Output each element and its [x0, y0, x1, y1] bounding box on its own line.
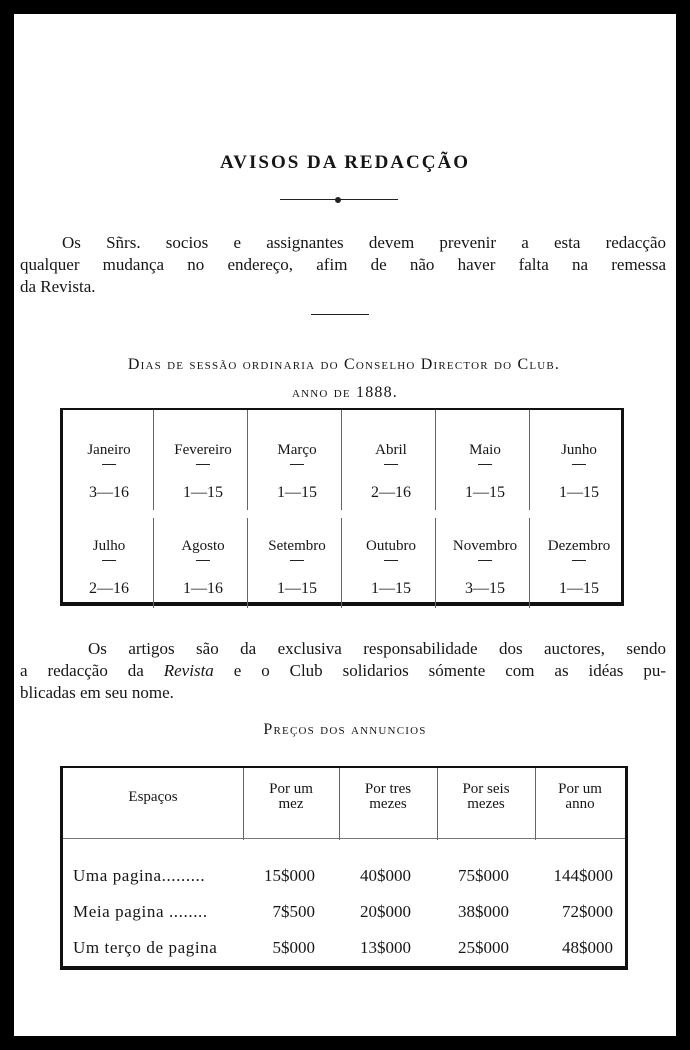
notice-line: da Revista. [20, 277, 96, 296]
price-month: 5$000 [272, 938, 315, 957]
divider-dot [335, 197, 341, 203]
table-row [63, 930, 625, 966]
price-six-months: 75$000 [458, 866, 509, 885]
responsibility-line: blicadas em seu nome. [20, 683, 174, 702]
month-dates: 2—16 [371, 484, 411, 501]
dash [384, 560, 398, 579]
header-three-months [339, 782, 437, 812]
month-name: Agosto [181, 538, 225, 554]
month-dates: 1—16 [183, 580, 223, 597]
month-name: Abril [375, 442, 407, 458]
dash [384, 464, 398, 483]
sessions-table [60, 408, 624, 606]
row-label: Um terço de pagina [73, 938, 218, 957]
header-year [535, 782, 625, 812]
price-three-months: 13$000 [360, 938, 411, 957]
month-dates: 1—15 [559, 580, 599, 597]
month-name: Novembro [452, 538, 518, 554]
section-divider [311, 314, 369, 315]
price-six-months: 38$000 [458, 902, 509, 921]
dash [196, 464, 210, 483]
price-month: 15$000 [264, 866, 315, 885]
month-cell [157, 438, 249, 503]
revista-title: Revista [163, 661, 214, 680]
price-year: 144$000 [553, 866, 613, 885]
ornament-divider [280, 197, 398, 203]
month-name: Maio [469, 442, 501, 458]
month-cell [157, 534, 249, 599]
dash [290, 560, 304, 579]
month-dates: 1—15 [371, 580, 411, 597]
header-line: Por tres [364, 781, 412, 797]
header-spaces: Espaços [128, 789, 178, 805]
month-dates: 1—15 [559, 484, 599, 501]
month-dates: 1—15 [277, 484, 317, 501]
notice-line: qualquer mudança no endereço, afim de não haver falta na remessa [20, 255, 666, 274]
row-label: Meia pagina ........ [73, 902, 208, 921]
month-cell [63, 438, 155, 503]
header-line: mezes [369, 796, 407, 812]
responsibility-paragraph [20, 638, 666, 704]
header-six-months [437, 782, 535, 812]
price-three-months: 40$000 [360, 866, 411, 885]
header-line: Por um [269, 781, 313, 797]
responsibility-line [20, 660, 666, 682]
header-line: Por seis [462, 781, 510, 797]
price-six-months: 25$000 [458, 938, 509, 957]
table-row [63, 858, 625, 894]
month-name: Julho [92, 538, 126, 554]
month-dates: 1—15 [277, 580, 317, 597]
page-title: AVISOS DA REDACÇÃO [220, 152, 470, 173]
notice-paragraph [20, 232, 666, 298]
sessions-heading: Dias de sessão ordinaria do Conselho Director do Club. [127, 356, 561, 373]
dash [572, 464, 586, 483]
header-line: mezes [467, 796, 505, 812]
month-cell [533, 438, 625, 503]
header-line: Por um [558, 781, 602, 797]
responsibility-text: e o Club solidarios sómente com as idéas pu- [213, 661, 666, 680]
month-name: Junho [561, 442, 597, 458]
table-row [63, 894, 625, 930]
dash [478, 560, 492, 579]
prices-heading: Preços dos annuncios [263, 721, 427, 738]
price-month: 7$500 [272, 902, 315, 921]
header-line: mez [278, 796, 304, 812]
month-dates: 2—16 [89, 580, 129, 597]
dash [102, 560, 116, 579]
notice-line: Os Sñrs. socios e assignantes devem prevenir a esta redacção [62, 233, 666, 252]
month-cell [63, 534, 155, 599]
dash [290, 464, 304, 483]
responsibility-text: a redacção da [20, 661, 164, 680]
price-three-months: 20$000 [360, 902, 411, 921]
month-cell [251, 534, 343, 599]
price-year: 48$000 [562, 938, 613, 957]
month-dates: 1—15 [465, 484, 505, 501]
month-dates: 3—15 [465, 580, 505, 597]
header-rule [63, 838, 625, 839]
month-cell [533, 534, 625, 599]
month-name: Março [277, 442, 317, 458]
responsibility-line: Os artigos são da exclusiva responsabilidade dos auctores, sendo [88, 639, 666, 658]
month-cell [251, 438, 343, 503]
month-name: Dezembro [547, 538, 611, 554]
month-cell [345, 534, 437, 599]
page [14, 14, 676, 1036]
month-cell [345, 438, 437, 503]
month-dates: 3—16 [89, 484, 129, 501]
month-name: Setembro [268, 538, 326, 554]
dash [196, 560, 210, 579]
month-cell [439, 438, 531, 503]
month-cell [439, 534, 531, 599]
row-label: Uma pagina......... [73, 866, 206, 885]
month-name: Fevereiro [174, 442, 232, 458]
prices-table [60, 766, 628, 970]
dash [102, 464, 116, 483]
dash [572, 560, 586, 579]
price-year: 72$000 [562, 902, 613, 921]
month-name: Outubro [366, 538, 416, 554]
header-line: anno [565, 796, 595, 812]
month-dates: 1—15 [183, 484, 223, 501]
header-month [243, 782, 339, 812]
month-name: Janeiro [87, 442, 131, 458]
dash [478, 464, 492, 483]
sessions-year: anno de 1888. [291, 384, 399, 401]
